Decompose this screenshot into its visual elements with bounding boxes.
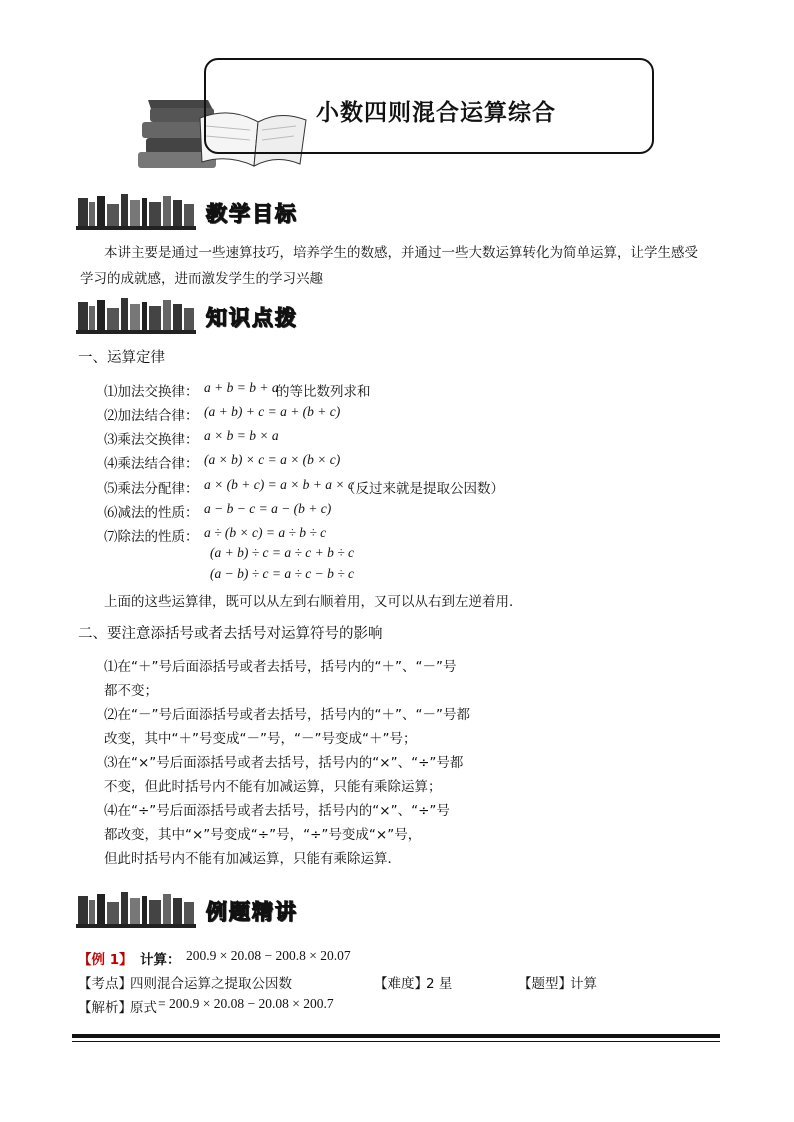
part2-line: 不变，但此时括号内不能有加减运算，只能有乘除运算； [104,779,442,795]
example-expression: 200.9 × 20.08 − 200.8 × 20.07 [186,948,351,963]
part2-line: 都不变； [104,683,158,699]
part1-summary: 上面的这些运算律，既可以从左到右顺着用，又可以从右到左逆着用． [104,594,523,610]
part2-line: 都改变，其中“×”号变成“÷”号，“÷”号变成“×”号， [104,827,422,843]
kaodian-value: 四则混合运算之提取公因数 [130,976,292,992]
difficulty-value: 2 星 [426,976,453,992]
difficulty-label: 【难度】 [374,976,428,992]
goal-text-line2: 学习的成就感，进而激发学生的学习兴趣 [80,271,323,287]
part2-line: ⑵在“－”号后面添括号或者去括号，括号内的“＋”、“－”号都 [104,707,470,723]
law-formula: (a + b) ÷ c = a ÷ c + b ÷ c [210,545,355,560]
solution-expression: = 200.9 × 20.08 − 20.08 × 200.7 [158,996,334,1011]
part2-line: ⑷在“÷”号后面添括号或者去括号，括号内的“×”、“÷”号 [104,803,450,819]
kaodian-label: 【考点】 [78,976,132,992]
law-formula: (a × b) × c = a × (b × c) [204,452,341,467]
part2-line: 但此时括号内不能有加减运算，只能有乘除运算． [104,851,401,867]
type-value: 计算 [570,976,597,992]
bookshelf-icon [76,296,196,334]
part2-line: 改变，其中“＋”号变成“－”号，“－”号变成“＋”号； [104,731,417,747]
section-title-examples: 例题精讲 [206,900,298,924]
law-label: ⑸乘法分配律： [104,481,199,497]
solution-label: 【解析】 [78,1000,132,1016]
law-label: ⑹减法的性质： [104,505,199,521]
part2-line: ⑶在“×”号后面添括号或者去括号，括号内的“×”、“÷”号都 [104,755,464,771]
law-note: （反过来就是提取公因数） [342,481,504,497]
law-label: ⑴加法交换律： [104,384,199,400]
bookshelf-icon [76,192,196,230]
part1-heading: 一、运算定律 [78,350,165,366]
example-tag: 【例 1】 [78,952,133,968]
law-formula: a ÷ (b × c) = a ÷ b ÷ c [204,525,327,540]
section-title-goal: 教学目标 [206,202,298,226]
law-label: ⑺除法的性质： [104,529,199,545]
section-title-knowledge: 知识点拨 [206,306,298,330]
law-label: ⑷乘法结合律： [104,456,199,472]
footer-rule-thin [72,1041,720,1042]
goal-text-line1: 本讲主要是通过一些速算技巧，培养学生的数感，并通过一些大数运算转化为简单运算，让学生感受 [104,245,698,261]
law-label: ⑵加法结合律： [104,408,199,424]
solution-prefix: 原式 [130,1000,157,1016]
footer-rule [72,1034,720,1038]
law-label: ⑶乘法交换律： [104,432,199,448]
law-formula: a × (b + c) = a × b + a × c [204,477,354,492]
law-note: 的等比数列求和 [276,384,371,400]
law-formula: a × b = b × a [204,428,279,443]
law-formula: a + b = b + a [204,380,279,395]
part2-line: ⑴在“＋”号后面添括号或者去括号，括号内的“＋”、“－”号 [104,659,457,675]
part2-heading: 二、要注意添括号或者去括号对运算符号的影响 [78,626,383,642]
example-prompt: 计算： [140,952,181,968]
type-label: 【题型】 [518,976,572,992]
law-formula: a − b − c = a − (b + c) [204,501,332,516]
law-formula: (a − b) ÷ c = a ÷ c − b ÷ c [210,566,355,581]
law-formula: (a + b) + c = a + (b + c) [204,404,341,419]
page-title: 小数四则混合运算综合 [316,100,556,126]
bookshelf-icon [76,890,196,928]
